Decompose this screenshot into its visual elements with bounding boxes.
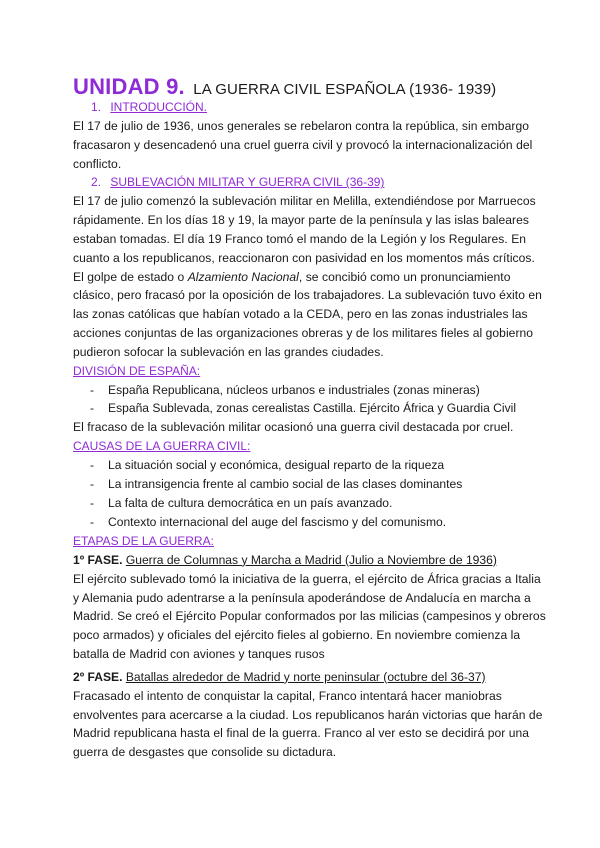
dash-bullet: - xyxy=(90,458,95,473)
list-item xyxy=(73,513,548,532)
list-item xyxy=(73,475,548,494)
phase-title: Guerra de Columnas y Marcha a Madrid (Julio a Noviembre de 1936) xyxy=(125,552,497,567)
dash-bullet: - xyxy=(90,495,95,510)
section-title-link[interactable]: SUBLEVACIÓN MILITAR Y GUERRA CIVIL (36-39) xyxy=(110,175,385,190)
causas-heading: CAUSAS DE LA GUERRA CIVIL: xyxy=(73,439,251,454)
paragraph-italic-text: Alzamiento Nacional xyxy=(187,269,299,284)
introduccion-paragraph: El 17 de julio de 1936, unos generales se rebelaron contra la república, sin embargo fracasaron y desencadenó una cruel guerra civil y provocó la internacionalización del conflicto. xyxy=(73,119,533,171)
division-after-paragraph: El fracaso de la sublevación militar ocasionó una guerra civil destacada por cruel. xyxy=(73,420,514,435)
list-item-text: España Sublevada, zonas cerealistas Castilla. Ejército África y Guardia Civil xyxy=(108,401,517,416)
list-item xyxy=(73,381,548,400)
section-number: 2. xyxy=(91,175,102,190)
dash-bullet: - xyxy=(90,382,95,397)
dash-bullet: - xyxy=(90,477,95,492)
section-heading-sublevacion xyxy=(73,173,548,192)
etapas-heading: ETAPAS DE LA GUERRA: xyxy=(73,533,214,548)
list-item-text: España Republicana, núcleos urbanos e industriales (zonas mineras) xyxy=(108,382,480,397)
paragraph-text: El 17 de julio comenzó la sublevación militar en Melilla, extendiéndose por Marruecos rápidamente. En los días 18 y 19, la mayor parte de la península y las islas baleares estaban tomadas. El día 19 Franco tomó el mando de la Legión y los Regulares. En cuanto a los republicanos, reaccionaron con pasividad en los momentos más críticos. El golpe de estado o xyxy=(73,194,536,284)
section-number: 1. xyxy=(91,100,102,114)
phase-label: 2º FASE. xyxy=(73,669,123,684)
dash-bullet: - xyxy=(90,401,95,416)
list-item-text: Contexto internacional del auge del fascismo y del comunismo. xyxy=(108,514,447,529)
unit-label: UNIDAD 9. xyxy=(73,74,185,99)
list-item xyxy=(73,399,548,418)
phase-label: 1º FASE. xyxy=(73,552,123,567)
list-item xyxy=(73,494,548,513)
phase1-heading xyxy=(73,551,548,570)
list-item xyxy=(73,456,548,475)
page-title xyxy=(73,74,496,100)
list-item-text: La falta de cultura democrática en un país avanzado. xyxy=(108,495,393,510)
causas-list xyxy=(73,456,548,532)
unit-subtitle: LA GUERRA CIVIL ESPAÑOLA (1936- 1939) xyxy=(193,81,497,98)
document-body xyxy=(73,98,548,762)
phase-title: Batallas alrededor de Madrid y norte peninsular (octubre del 36-37) xyxy=(125,669,486,684)
paragraph-text: , se concibió como un pronunciamiento clásico, pero fracasó por la oposición de los trabajadores. La sublevación tuvo éxito en las zonas católicas que habían votado a la CEDA, pero en las zonas industriales las acciones conjuntas de las organizaciones obreras y de los militares fieles al gobierno pudieron sofocar la sublevación en las grandes ciudades. xyxy=(73,269,542,359)
division-list xyxy=(73,381,548,419)
division-heading: DIVISIÓN DE ESPAÑA: xyxy=(73,363,201,378)
phase1-paragraph: El ejército sublevado tomó la iniciativa de la guerra, el ejército de África gracias a Italia y Alemania pudo adentrarse a la península apoderándose de Andalucía en marcha a Madrid. Se creó el Ejército Popular conformados por las milicias (campesinos y obreros poco armados) y oficiales del ejército fieles al gobierno. En noviembre comienza la batalla de Madrid con aviones y tanques rusos xyxy=(73,571,546,661)
list-item-text: La situación social y económica, desigual reparto de la riqueza xyxy=(108,458,445,473)
phase2-heading xyxy=(73,668,548,687)
list-item-text: La intransigencia frente al cambio social de las clases dominantes xyxy=(108,477,463,492)
dash-bullet: - xyxy=(90,514,95,529)
phase2-paragraph: Fracasado el intento de conquistar la capital, Franco intentará hacer maniobras envolventes para acercarse a la ciudad. Los republicanos harán victorias que harán de Madrid republicana hasta el final de la guerra. Franco al ver esto se decidirá por una guerra de desgastes que consolide su dictadura. xyxy=(73,688,543,760)
sublevacion-paragraph xyxy=(73,192,548,361)
section-title-link[interactable]: INTRODUCCIÓN. xyxy=(110,100,208,114)
section-heading-introduccion xyxy=(73,98,548,117)
